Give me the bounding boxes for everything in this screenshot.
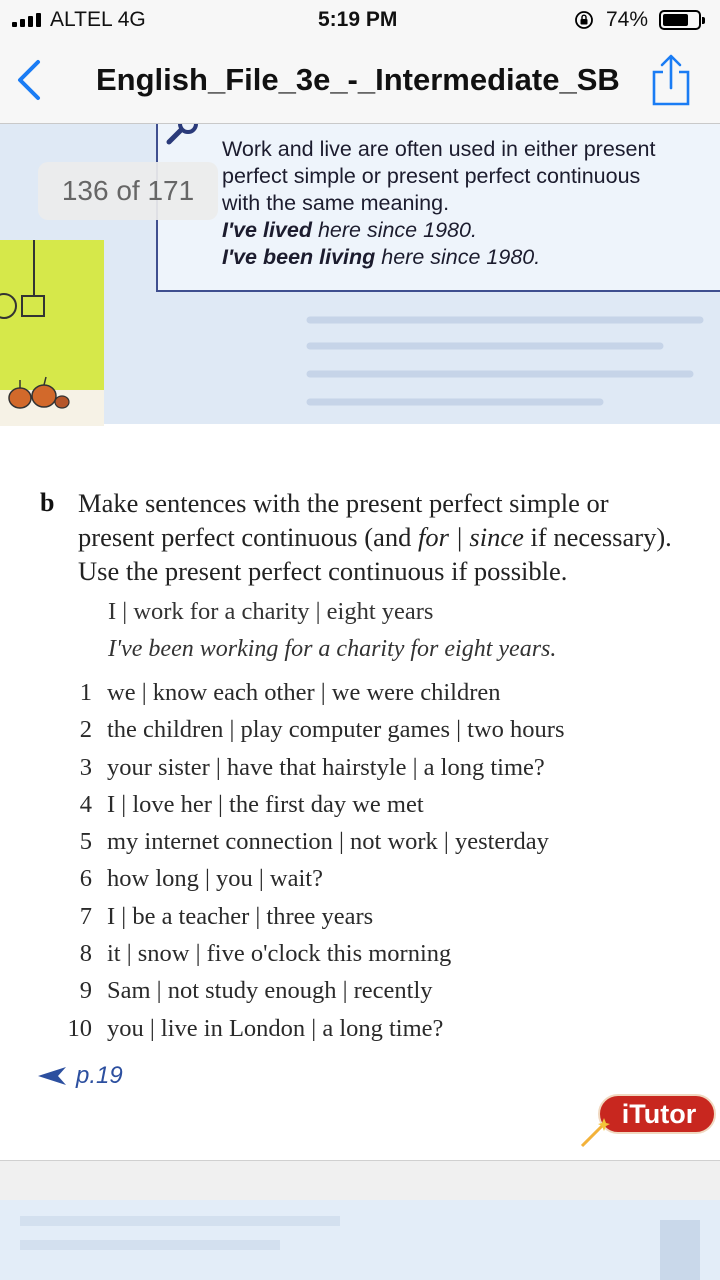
exercise-letter: b — [40, 488, 55, 517]
page-reference: p.19 — [76, 1062, 123, 1089]
signal-icon — [12, 13, 44, 27]
list-item: 6 how long | you | wait? — [79, 865, 323, 893]
exercise-items — [60, 674, 720, 1047]
note-line: perfect simple or present perfect continuous — [222, 164, 641, 188]
list-item: 8 it | snow | five o'clock this morning — [79, 940, 452, 968]
example-prompt: I | work for a charity | eight years — [108, 598, 434, 625]
sparkle-icon — [576, 1118, 610, 1148]
chevron-left-icon[interactable] — [12, 58, 48, 102]
itutor-badge — [598, 1094, 716, 1134]
instruction-line: present perfect continuous (and for | since if necessary). — [78, 522, 672, 552]
list-item: 4 I | love her | the first day we met — [79, 790, 424, 818]
list-item: 1 we | know each other | we were children — [79, 679, 501, 706]
list-item: 5 my internet connection | not work | yesterday — [79, 828, 549, 856]
grammar-note-text — [222, 136, 720, 271]
share-icon[interactable] — [648, 52, 694, 108]
battery-icon — [659, 10, 701, 30]
exercise-instruction — [78, 486, 720, 588]
page-separator — [0, 1160, 720, 1200]
garden-illustration — [0, 240, 104, 426]
note-line: Work and live are often used in either present — [222, 137, 656, 161]
example-answer: I've been working for a charity for eight years. — [108, 636, 557, 662]
carrier-label: ALTEL 4G — [50, 8, 146, 31]
status-bar — [0, 0, 720, 40]
pdf-page-view[interactable] — [0, 124, 720, 1160]
itutor-logo[interactable] — [576, 1092, 718, 1150]
page-indicator: 136 of 171 — [38, 162, 218, 220]
list-item: 2 the children | play computer games | two hours — [79, 716, 565, 744]
instruction-line: Make sentences with the present perfect simple or — [78, 488, 609, 518]
note-example-1: I've lived here since 1980. — [222, 218, 477, 242]
list-item: 7 I | be a teacher | three years — [79, 902, 374, 930]
itutor-label: iTutor — [621, 1099, 697, 1129]
rotation-lock-icon — [574, 10, 594, 30]
arrow-left-icon — [36, 1065, 68, 1087]
next-page-preview[interactable] — [0, 1200, 720, 1280]
list-item: 9 Sam | not study enough | recently — [79, 977, 433, 1005]
battery-percent: 74% — [606, 8, 649, 31]
instruction-line: Use the present perfect continuous if possible. — [78, 556, 568, 586]
magnifier-icon — [166, 124, 200, 146]
clock: 5:19 PM — [318, 8, 398, 31]
faded-next-page-content — [0, 1200, 720, 1280]
document-title: English_File_3e_-_Intermediate_SB — [96, 62, 620, 97]
note-example-2: I've been living here since 1980. — [222, 245, 541, 269]
list-item: 3 your sister | have that hairstyle | a long time? — [79, 753, 545, 781]
list-item: 10 you | live in London | a long time? — [67, 1014, 444, 1042]
navigation-bar — [0, 40, 720, 124]
note-line: with the same meaning. — [222, 191, 450, 215]
